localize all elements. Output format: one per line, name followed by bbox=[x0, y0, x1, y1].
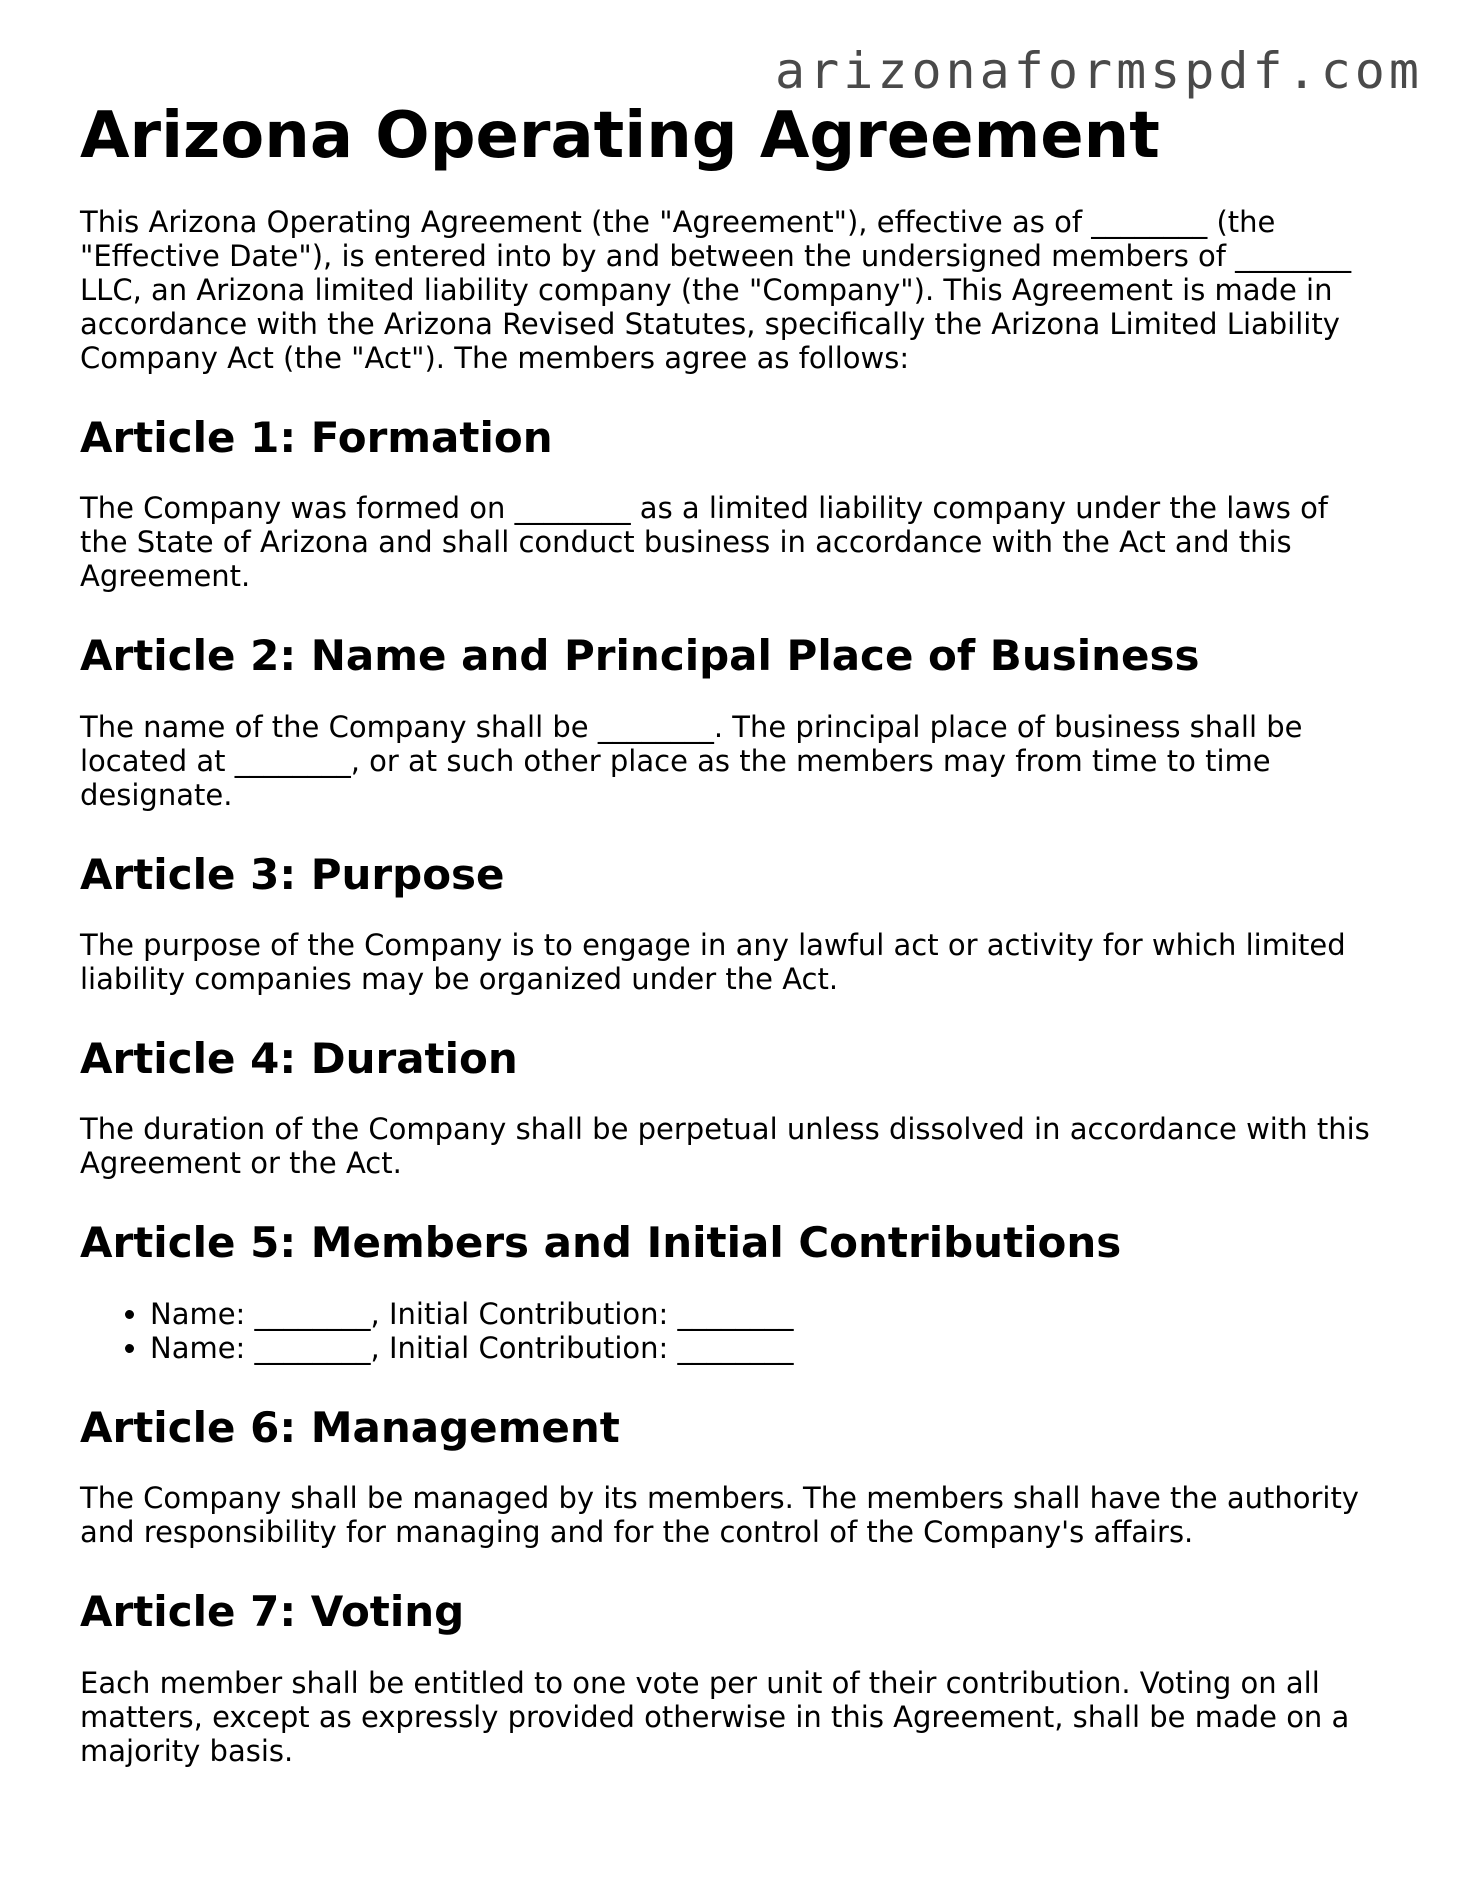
article-heading: Article 4: Duration bbox=[80, 1033, 518, 1083]
list-item: • Name: ________, Initial Contribution: ________ bbox=[150, 1297, 1380, 1331]
article-heading: Article 1: Formation bbox=[80, 412, 553, 462]
article-3 bbox=[80, 850, 1380, 996]
article-1 bbox=[80, 413, 1380, 593]
site-watermark: arizonaformspdf.com bbox=[775, 42, 1423, 100]
article-6 bbox=[80, 1403, 1380, 1549]
article-body: The Company was formed on ________ as a limited liability company under the laws of the State of Arizona and shall conduct business in accordance with the Act and this Agreement. bbox=[80, 491, 1329, 594]
article-body: The Company shall be managed by its members. The members shall have the authority and responsibility for managing and for the control of the Company's affairs. bbox=[80, 1481, 1359, 1550]
members-list bbox=[80, 1297, 1380, 1365]
list-item: • Name: ________, Initial Contribution: ________ bbox=[150, 1331, 1380, 1365]
article-body: The name of the Company shall be ________. The principal place of business shall be located at ________, or at such other place as the members may from time to time designate. bbox=[80, 709, 1303, 812]
intro-paragraph: This Arizona Operating Agreement (the "Agreement"), effective as of ________ (the "Effective Date"), is entered into by and between the undersigned members of ________ LLC, an Arizona limited liability company (the "Company"). This Agreement is made in accordance with the Arizona Revised Statutes, specifically the Arizona Limited Liability Company Act (the "Act"). The members agree as follows: bbox=[80, 204, 1352, 375]
article-4 bbox=[80, 1034, 1380, 1180]
article-heading: Article 6: Management bbox=[80, 1402, 620, 1452]
article-7 bbox=[80, 1587, 1380, 1767]
article-heading: Article 2: Name and Principal Place of Business bbox=[80, 631, 1200, 681]
document-page bbox=[80, 98, 1380, 1768]
article-heading: Article 3: Purpose bbox=[80, 849, 505, 899]
article-body: The duration of the Company shall be perpetual unless dissolved in accordance with this Agreement or the Act. bbox=[80, 1112, 1370, 1181]
article-body: The purpose of the Company is to engage in any lawful act or activity for which limited liability companies may be organized under the Act. bbox=[80, 927, 1346, 996]
article-heading: Article 5: Members and Initial Contributions bbox=[80, 1218, 1122, 1268]
article-5 bbox=[80, 1218, 1380, 1364]
article-2 bbox=[80, 631, 1380, 811]
article-body: Each member shall be entitled to one vote per unit of their contribution. Voting on all matters, except as expressly provided otherwise in this Agreement, shall be made on a majority basis. bbox=[80, 1665, 1350, 1768]
document-title: Arizona Operating Agreement bbox=[80, 99, 1160, 173]
article-heading: Article 7: Voting bbox=[80, 1587, 465, 1637]
